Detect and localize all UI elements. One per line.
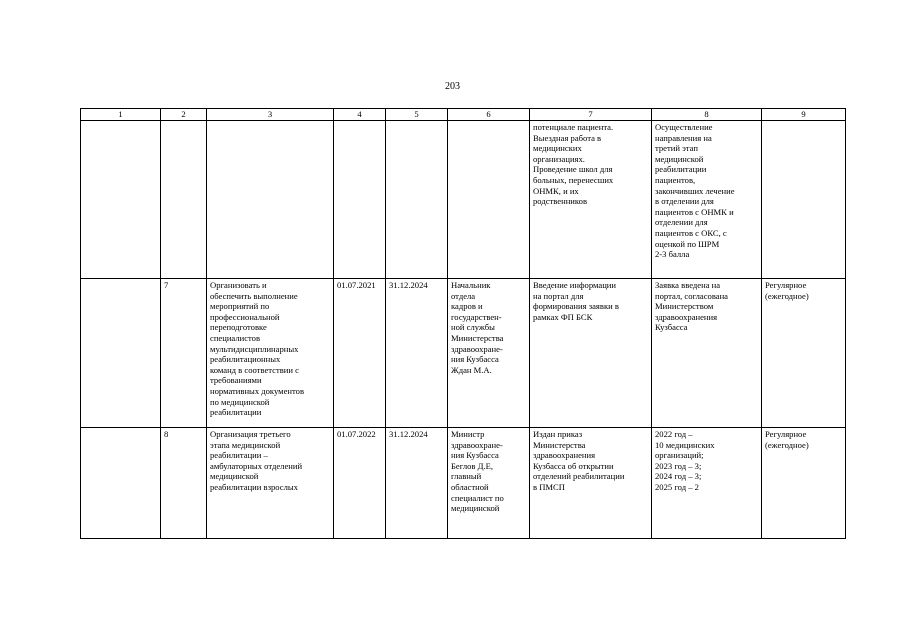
start-date-cell [334,121,386,279]
responsible-cell [448,121,530,279]
periodicity-cell: Регулярное (ежегодное) [762,279,846,428]
table-cell [81,428,161,539]
column-number: 5 [386,109,448,121]
column-number: 4 [334,109,386,121]
table-row [81,428,846,539]
column-number: 1 [81,109,161,121]
measure-cell: Организовать и обеспечить выполнение мероприятий по профессиональной переподготовке специалистов мультидисциплинарных реабилитационных команд в соответствии с требованиями нормативных документов по медицинской реабилитации [207,279,334,428]
column-number: 7 [530,109,652,121]
column-number: 8 [652,109,762,121]
table-cell [81,279,161,428]
row-number-cell [161,121,207,279]
row-number-cell: 7 [161,279,207,428]
result-cell: Введение информации на портал для формирования заявки в рамках ФП БСК [530,279,652,428]
indicator-cell: Заявка введена на портал, согласована Министерством здравоохранения Кузбасса [652,279,762,428]
measures-table [80,108,846,539]
indicator-cell: Осуществление направления на третий этап медицинской реабилитации пациентов, закончивших лечение в отделении для пациентов с ОНМК и отделении для пациентов с ОКС, с оценкой по ШРМ 2-3 балла [652,121,762,279]
result-cell: Издан приказ Министерства здравоохранения Кузбасса об открытии отделений реабилитации в ПМСП [530,428,652,539]
start-date-cell: 01.07.2022 [334,428,386,539]
column-number: 3 [207,109,334,121]
column-number: 2 [161,109,207,121]
table-row [81,121,846,279]
responsible-cell: Министр здравоохране- ния Кузбасса Беглов Д.Е, главный областной специалист по медицинской [448,428,530,539]
end-date-cell: 31.12.2024 [386,279,448,428]
end-date-cell: 31.12.2024 [386,428,448,539]
end-date-cell [386,121,448,279]
page-number: 203 [445,81,460,92]
result-cell: потенциале пациента. Выездная работа в медицинских организациях. Проведение школ для больных, перенесших ОНМК, и их родственников [530,121,652,279]
column-number: 6 [448,109,530,121]
start-date-cell: 01.07.2021 [334,279,386,428]
periodicity-cell: Регулярное (ежегодное) [762,428,846,539]
periodicity-cell [762,121,846,279]
row-number-cell: 8 [161,428,207,539]
measure-cell [207,121,334,279]
indicator-cell: 2022 год – 10 медицинских организаций; 2023 год – 3; 2024 год – 3; 2025 год – 2 [652,428,762,539]
column-number-row [81,109,846,121]
column-number: 9 [762,109,846,121]
measure-cell: Организация третьего этапа медицинской реабилитации – амбулаторных отделений медицинской реабилитации взрослых [207,428,334,539]
table-cell [81,121,161,279]
table-row [81,279,846,428]
responsible-cell: Начальник отдела кадров и государствен- ной службы Министерства здравоохране- ния Кузбасса Ждан М.А. [448,279,530,428]
